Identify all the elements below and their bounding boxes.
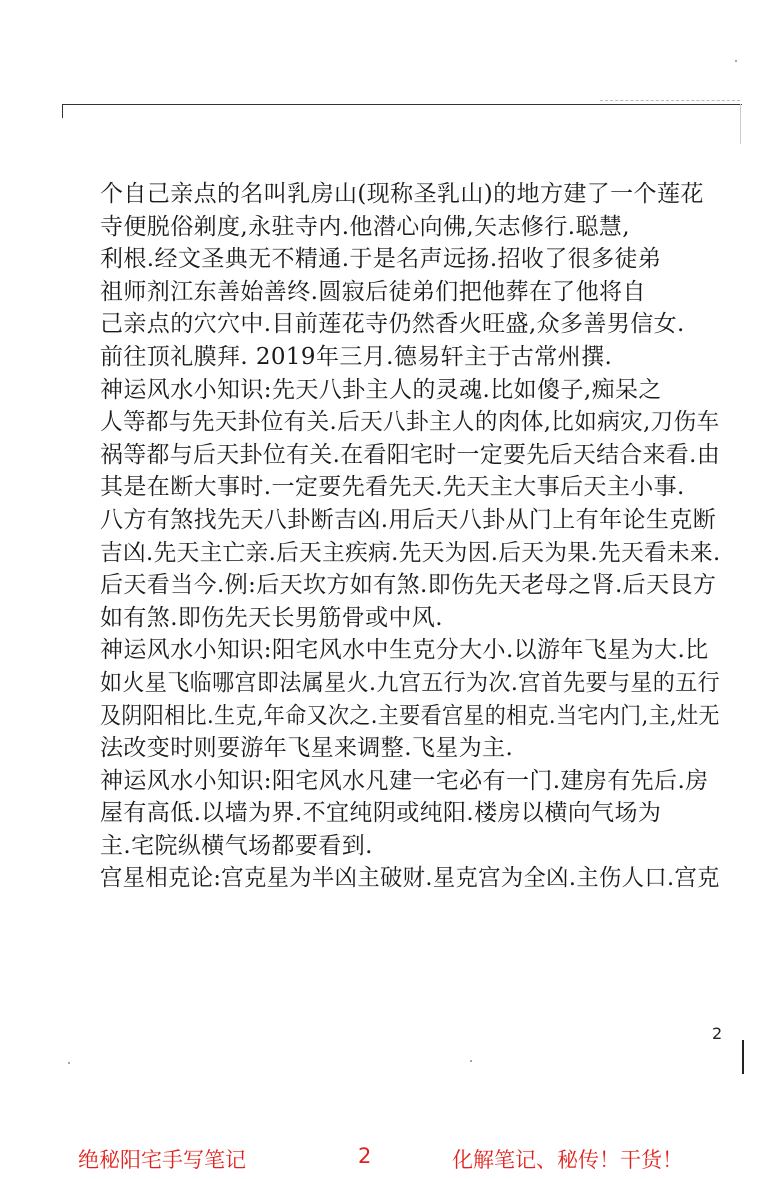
footer-caption — [0, 1144, 783, 1176]
text-line: 神运风水小知识:先天八卦主人的灵魂.比如傻子,痴呆之 — [100, 376, 662, 403]
text-line: 前往顶礼膜拜. 2019年三月.德易轩主于古常州撰. — [100, 343, 613, 370]
text-line: 其是在断大事时.一定要先看先天.先天主大事后天主小事. — [100, 474, 685, 501]
text-line: 八方有煞找先天八卦断吉凶.用后天八卦从门上有年论生克断 — [100, 506, 717, 533]
handwritten-text-block — [100, 178, 720, 895]
footer-tagline: 化解笔记、秘传！干货！ — [452, 1148, 683, 1172]
text-line: 神运风水小知识:阳宅风水凡建一宅必有一门.建房有先后.房 — [100, 767, 709, 794]
text-line: 祸等都与后天卦位有关.在看阳宅时一定要先后天结合来看.由 — [100, 441, 721, 468]
text-line: 屋有高低.以墙为界.不宜纯阴或纯阳.楼房以横向气场为 — [100, 800, 662, 827]
text-line: 祖师剂江东善始善终.圆寂后徒弟们把他葬在了他将自 — [100, 278, 646, 305]
text-line: 主.宅院纵横气场都要看到. — [100, 832, 373, 859]
text-line: 己亲点的穴穴中.目前莲花寺仍然香火旺盛,众多善男信女. — [100, 311, 685, 338]
right-edge-mark — [742, 1040, 744, 1074]
scan-speck — [68, 1062, 70, 1064]
text-line: 个自己亲点的名叫乳房山(现称圣乳山)的地方建了一个莲花 — [100, 181, 704, 207]
text-line: 及阴阳相比.生克,年命又次之.主要看宫星的相克.当宅内门,主,灶无 — [100, 702, 720, 729]
top-rule-line — [62, 104, 742, 105]
scan-speck — [735, 60, 737, 62]
text-line: 人等都与先天卦位有关.后天八卦主人的肉体,比如病灾,刀伤车 — [100, 409, 720, 436]
text-line: 宫星相克论:宫克星为半凶主破财.星克宫为全凶.主伤人口.宫克 — [100, 865, 720, 892]
text-line: 寺便脱俗剃度,永驻寺内.他潜心向佛,矢志修行.聪慧, — [100, 213, 630, 240]
text-line: 吉凶.先天主亡亲.后天主疾病.先天为因.后天为果.先天看未来. — [100, 539, 721, 566]
footer-title: 绝秘阳宅手写笔记 — [78, 1148, 246, 1172]
text-line: 如有煞.即伤先天长男筋骨或中风. — [100, 604, 444, 631]
top-left-tick — [62, 104, 63, 118]
text-line: 神运风水小知识:阳宅风水中生克分大小.以游年飞星为大.比 — [100, 637, 709, 664]
text-line: 后天看当今.例:后天坎方如有煞.即伤先天老母之肾.后天艮方 — [100, 572, 717, 599]
footer-page-number: 2 — [358, 1144, 372, 1168]
scan-speck — [470, 1060, 472, 1062]
right-margin-line — [740, 104, 741, 144]
handwritten-page-number: 2 — [712, 1024, 723, 1043]
text-line: 法改变时则要游年飞星来调整.飞星为主. — [100, 735, 514, 762]
top-faint-line — [600, 100, 740, 101]
text-line: 利根.经文圣典无不精通.于是名声远扬.招收了很多徒弟 — [100, 246, 662, 273]
text-line: 如火星飞临哪宫即法属星火.九宫五行为次.宫首先要与星的五行 — [100, 669, 721, 696]
